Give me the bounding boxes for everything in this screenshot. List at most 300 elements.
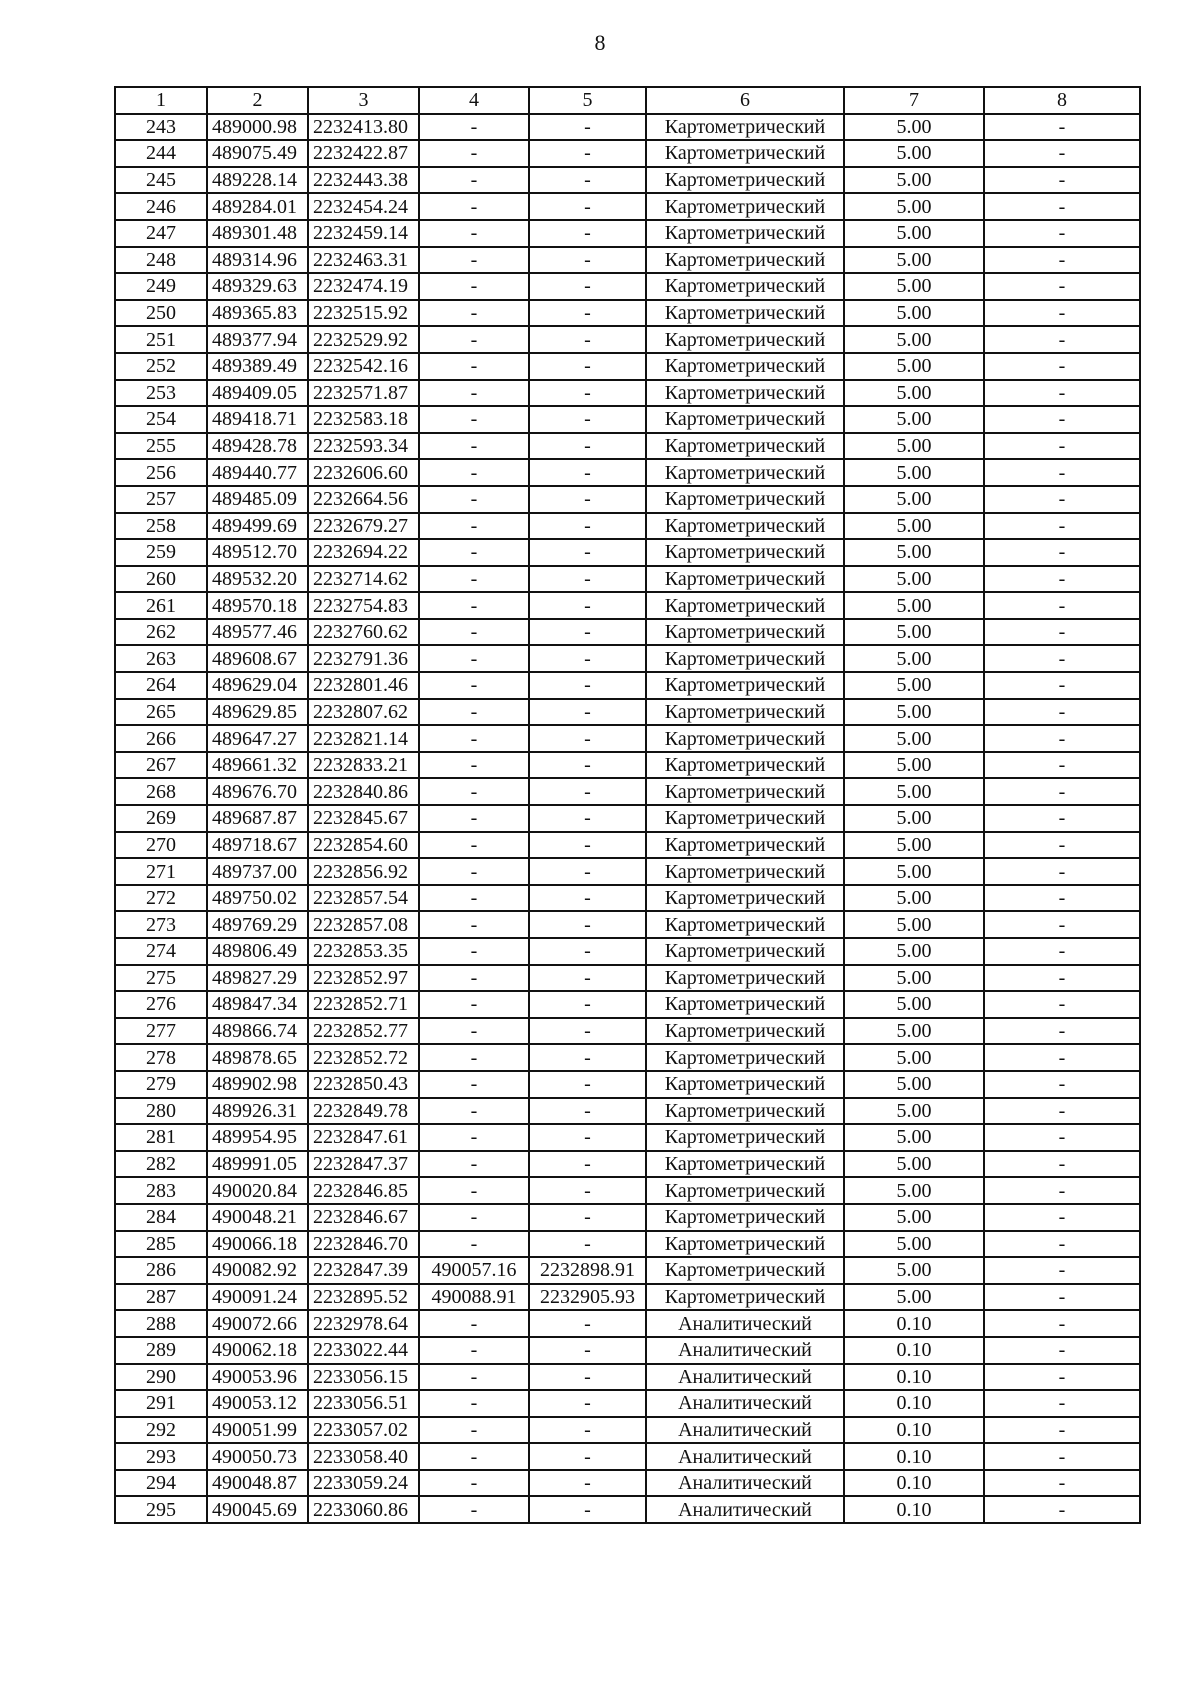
y-prev-cell: - [529, 167, 646, 194]
y-prev-cell: - [529, 1124, 646, 1151]
point-number-cell: 284 [115, 1204, 207, 1231]
y-prev-cell: 2232898.91 [529, 1257, 646, 1284]
x-prev-cell: - [419, 619, 529, 646]
note-cell: - [984, 247, 1140, 274]
y-coordinate-cell: 2232846.67 [308, 1204, 419, 1231]
table-row [115, 167, 1140, 194]
accuracy-cell: 5.00 [844, 885, 984, 912]
y-coordinate-cell: 2232791.36 [308, 645, 419, 672]
method-cell: Аналитический [646, 1364, 844, 1391]
accuracy-cell: 5.00 [844, 991, 984, 1018]
accuracy-cell: 5.00 [844, 1044, 984, 1071]
point-number-cell: 277 [115, 1018, 207, 1045]
y-coordinate-cell: 2232849.78 [308, 1098, 419, 1125]
y-coordinate-cell: 2232856.92 [308, 858, 419, 885]
method-cell: Аналитический [646, 1443, 844, 1470]
y-prev-cell: - [529, 1390, 646, 1417]
table-row [115, 1364, 1140, 1391]
x-coordinate-cell: 490091.24 [207, 1284, 308, 1311]
x-prev-cell: - [419, 220, 529, 247]
method-cell: Картометрический [646, 938, 844, 965]
x-coordinate-cell: 489301.48 [207, 220, 308, 247]
y-prev-cell: - [529, 1071, 646, 1098]
y-prev-cell: - [529, 433, 646, 460]
point-number-cell: 246 [115, 193, 207, 220]
point-number-cell: 283 [115, 1177, 207, 1204]
y-prev-cell: - [529, 805, 646, 832]
method-cell: Картометрический [646, 1204, 844, 1231]
x-coordinate-cell: 489878.65 [207, 1044, 308, 1071]
method-cell: Аналитический [646, 1310, 844, 1337]
table-row [115, 965, 1140, 992]
table-row [115, 273, 1140, 300]
accuracy-cell: 5.00 [844, 1071, 984, 1098]
accuracy-cell: 0.10 [844, 1364, 984, 1391]
method-cell: Картометрический [646, 1284, 844, 1311]
point-number-cell: 264 [115, 672, 207, 699]
note-cell: - [984, 645, 1140, 672]
method-cell: Аналитический [646, 1496, 844, 1523]
y-coordinate-cell: 2232571.87 [308, 380, 419, 407]
column-header: 7 [844, 87, 984, 114]
method-cell: Картометрический [646, 114, 844, 141]
x-prev-cell: - [419, 1390, 529, 1417]
method-cell: Аналитический [646, 1337, 844, 1364]
x-coordinate-cell: 490048.21 [207, 1204, 308, 1231]
x-prev-cell: - [419, 513, 529, 540]
column-header: 5 [529, 87, 646, 114]
note-cell: - [984, 1231, 1140, 1258]
accuracy-cell: 5.00 [844, 140, 984, 167]
accuracy-cell: 5.00 [844, 672, 984, 699]
y-coordinate-cell: 2232664.56 [308, 486, 419, 513]
point-number-cell: 256 [115, 459, 207, 486]
note-cell: - [984, 513, 1140, 540]
x-prev-cell: - [419, 832, 529, 859]
y-coordinate-cell: 2232807.62 [308, 699, 419, 726]
y-coordinate-cell: 2232679.27 [308, 513, 419, 540]
y-coordinate-cell: 2233057.02 [308, 1417, 419, 1444]
table-row [115, 513, 1140, 540]
accuracy-cell: 5.00 [844, 1204, 984, 1231]
x-coordinate-cell: 489000.98 [207, 114, 308, 141]
method-cell: Картометрический [646, 193, 844, 220]
note-cell: - [984, 1310, 1140, 1337]
point-number-cell: 278 [115, 1044, 207, 1071]
x-coordinate-cell: 490020.84 [207, 1177, 308, 1204]
table-row [115, 1124, 1140, 1151]
x-coordinate-cell: 489737.00 [207, 858, 308, 885]
table-row [115, 1310, 1140, 1337]
x-prev-cell: - [419, 1231, 529, 1258]
accuracy-cell: 5.00 [844, 1284, 984, 1311]
table-row [115, 1337, 1140, 1364]
x-coordinate-cell: 489512.70 [207, 539, 308, 566]
y-prev-cell: - [529, 1231, 646, 1258]
y-prev-cell: - [529, 247, 646, 274]
table-row [115, 1231, 1140, 1258]
x-prev-cell: - [419, 486, 529, 513]
point-number-cell: 273 [115, 911, 207, 938]
point-number-cell: 265 [115, 699, 207, 726]
method-cell: Картометрический [646, 326, 844, 353]
note-cell: - [984, 938, 1140, 965]
y-coordinate-cell: 2232852.97 [308, 965, 419, 992]
x-prev-cell: - [419, 1496, 529, 1523]
note-cell: - [984, 1124, 1140, 1151]
x-coordinate-cell: 489499.69 [207, 513, 308, 540]
x-coordinate-cell: 490053.96 [207, 1364, 308, 1391]
x-coordinate-cell: 489991.05 [207, 1151, 308, 1178]
table-row [115, 1151, 1140, 1178]
table-row [115, 619, 1140, 646]
x-coordinate-cell: 490072.66 [207, 1310, 308, 1337]
method-cell: Картометрический [646, 433, 844, 460]
y-coordinate-cell: 2232852.77 [308, 1018, 419, 1045]
x-prev-cell: - [419, 193, 529, 220]
x-coordinate-cell: 489228.14 [207, 167, 308, 194]
method-cell: Картометрический [646, 539, 844, 566]
note-cell: - [984, 1177, 1140, 1204]
y-coordinate-cell: 2232593.34 [308, 433, 419, 460]
accuracy-cell: 0.10 [844, 1390, 984, 1417]
note-cell: - [984, 140, 1140, 167]
table-row [115, 114, 1140, 141]
note-cell: - [984, 433, 1140, 460]
accuracy-cell: 5.00 [844, 699, 984, 726]
y-prev-cell: - [529, 459, 646, 486]
method-cell: Аналитический [646, 1417, 844, 1444]
accuracy-cell: 0.10 [844, 1470, 984, 1497]
note-cell: - [984, 326, 1140, 353]
table-row [115, 1098, 1140, 1125]
x-prev-cell: - [419, 566, 529, 593]
x-prev-cell: - [419, 645, 529, 672]
x-prev-cell: - [419, 1098, 529, 1125]
x-coordinate-cell: 489676.70 [207, 778, 308, 805]
y-prev-cell: - [529, 1337, 646, 1364]
note-cell: - [984, 1044, 1140, 1071]
x-coordinate-cell: 489750.02 [207, 885, 308, 912]
point-number-cell: 251 [115, 326, 207, 353]
point-number-cell: 255 [115, 433, 207, 460]
note-cell: - [984, 725, 1140, 752]
point-number-cell: 250 [115, 300, 207, 327]
column-header: 4 [419, 87, 529, 114]
point-number-cell: 260 [115, 566, 207, 593]
x-coordinate-cell: 490082.92 [207, 1257, 308, 1284]
y-prev-cell: - [529, 513, 646, 540]
table-row [115, 539, 1140, 566]
x-prev-cell: - [419, 1417, 529, 1444]
y-prev-cell: - [529, 885, 646, 912]
x-coordinate-cell: 489389.49 [207, 353, 308, 380]
point-number-cell: 261 [115, 592, 207, 619]
y-coordinate-cell: 2233059.24 [308, 1470, 419, 1497]
note-cell: - [984, 832, 1140, 859]
x-coordinate-cell: 489570.18 [207, 592, 308, 619]
x-coordinate-cell: 489377.94 [207, 326, 308, 353]
x-coordinate-cell: 490062.18 [207, 1337, 308, 1364]
point-number-cell: 262 [115, 619, 207, 646]
x-prev-cell: - [419, 1151, 529, 1178]
table-row [115, 858, 1140, 885]
x-coordinate-cell: 489428.78 [207, 433, 308, 460]
x-prev-cell: - [419, 326, 529, 353]
x-coordinate-cell: 489418.71 [207, 406, 308, 433]
x-coordinate-cell: 489827.29 [207, 965, 308, 992]
note-cell: - [984, 1018, 1140, 1045]
column-header: 1 [115, 87, 207, 114]
method-cell: Картометрический [646, 1044, 844, 1071]
point-number-cell: 274 [115, 938, 207, 965]
method-cell: Картометрический [646, 1231, 844, 1258]
point-number-cell: 294 [115, 1470, 207, 1497]
y-coordinate-cell: 2232850.43 [308, 1071, 419, 1098]
accuracy-cell: 0.10 [844, 1417, 984, 1444]
y-prev-cell: - [529, 672, 646, 699]
x-prev-cell: - [419, 1044, 529, 1071]
note-cell: - [984, 805, 1140, 832]
x-coordinate-cell: 490045.69 [207, 1496, 308, 1523]
y-prev-cell: - [529, 1443, 646, 1470]
y-coordinate-cell: 2232754.83 [308, 592, 419, 619]
table-row [115, 1390, 1140, 1417]
x-coordinate-cell: 489329.63 [207, 273, 308, 300]
x-prev-cell: - [419, 911, 529, 938]
point-number-cell: 253 [115, 380, 207, 407]
accuracy-cell: 5.00 [844, 486, 984, 513]
x-prev-cell: - [419, 1470, 529, 1497]
method-cell: Картометрический [646, 672, 844, 699]
x-coordinate-cell: 489314.96 [207, 247, 308, 274]
page-number: 8 [594, 30, 606, 55]
note-cell: - [984, 752, 1140, 779]
point-number-cell: 287 [115, 1284, 207, 1311]
note-cell: - [984, 539, 1140, 566]
point-number-cell: 291 [115, 1390, 207, 1417]
y-coordinate-cell: 2233056.51 [308, 1390, 419, 1417]
accuracy-cell: 0.10 [844, 1310, 984, 1337]
y-prev-cell: - [529, 778, 646, 805]
x-coordinate-cell: 489647.27 [207, 725, 308, 752]
column-header: 3 [308, 87, 419, 114]
table-body [115, 114, 1140, 1523]
x-coordinate-cell: 489440.77 [207, 459, 308, 486]
y-coordinate-cell: 2233060.86 [308, 1496, 419, 1523]
point-number-cell: 281 [115, 1124, 207, 1151]
table-row [115, 1470, 1140, 1497]
table-row [115, 911, 1140, 938]
y-coordinate-cell: 2232463.31 [308, 247, 419, 274]
method-cell: Картометрический [646, 1018, 844, 1045]
table-row [115, 353, 1140, 380]
y-prev-cell: - [529, 140, 646, 167]
y-coordinate-cell: 2232821.14 [308, 725, 419, 752]
y-prev-cell: - [529, 911, 646, 938]
accuracy-cell: 0.10 [844, 1337, 984, 1364]
x-prev-cell: 490057.16 [419, 1257, 529, 1284]
table-row [115, 1204, 1140, 1231]
y-coordinate-cell: 2232857.08 [308, 911, 419, 938]
y-prev-cell: - [529, 965, 646, 992]
y-coordinate-cell: 2232760.62 [308, 619, 419, 646]
x-prev-cell: - [419, 965, 529, 992]
accuracy-cell: 5.00 [844, 167, 984, 194]
note-cell: - [984, 1364, 1140, 1391]
x-coordinate-cell: 489687.87 [207, 805, 308, 832]
table-row [115, 220, 1140, 247]
point-number-cell: 244 [115, 140, 207, 167]
y-prev-cell: - [529, 619, 646, 646]
table-row [115, 380, 1140, 407]
x-coordinate-cell: 490048.87 [207, 1470, 308, 1497]
method-cell: Картометрический [646, 1124, 844, 1151]
y-coordinate-cell: 2232840.86 [308, 778, 419, 805]
x-prev-cell: - [419, 459, 529, 486]
accuracy-cell: 5.00 [844, 1124, 984, 1151]
y-coordinate-cell: 2232895.52 [308, 1284, 419, 1311]
y-prev-cell: - [529, 645, 646, 672]
y-prev-cell: - [529, 539, 646, 566]
y-coordinate-cell: 2233022.44 [308, 1337, 419, 1364]
method-cell: Картометрический [646, 858, 844, 885]
table-row [115, 140, 1140, 167]
y-prev-cell: - [529, 858, 646, 885]
accuracy-cell: 5.00 [844, 406, 984, 433]
method-cell: Картометрический [646, 991, 844, 1018]
table-row [115, 433, 1140, 460]
table-row [115, 1443, 1140, 1470]
y-prev-cell: - [529, 353, 646, 380]
y-coordinate-cell: 2232857.54 [308, 885, 419, 912]
x-prev-cell: - [419, 725, 529, 752]
accuracy-cell: 5.00 [844, 353, 984, 380]
point-number-cell: 272 [115, 885, 207, 912]
y-coordinate-cell: 2232853.35 [308, 938, 419, 965]
y-coordinate-cell: 2232845.67 [308, 805, 419, 832]
x-prev-cell: - [419, 1364, 529, 1391]
y-prev-cell: - [529, 991, 646, 1018]
point-number-cell: 258 [115, 513, 207, 540]
point-number-cell: 293 [115, 1443, 207, 1470]
y-coordinate-cell: 2232847.39 [308, 1257, 419, 1284]
x-prev-cell: - [419, 380, 529, 407]
x-coordinate-cell: 489661.32 [207, 752, 308, 779]
point-number-cell: 263 [115, 645, 207, 672]
y-coordinate-cell: 2232474.19 [308, 273, 419, 300]
accuracy-cell: 5.00 [844, 805, 984, 832]
method-cell: Картометрический [646, 247, 844, 274]
note-cell: - [984, 1071, 1140, 1098]
x-prev-cell: - [419, 858, 529, 885]
method-cell: Картометрический [646, 1257, 844, 1284]
x-prev-cell: - [419, 672, 529, 699]
table-row [115, 486, 1140, 513]
accuracy-cell: 5.00 [844, 273, 984, 300]
method-cell: Картометрический [646, 140, 844, 167]
point-number-cell: 286 [115, 1257, 207, 1284]
accuracy-cell: 5.00 [844, 193, 984, 220]
table-row [115, 300, 1140, 327]
method-cell: Картометрический [646, 167, 844, 194]
note-cell: - [984, 1470, 1140, 1497]
table-row [115, 1177, 1140, 1204]
accuracy-cell: 5.00 [844, 965, 984, 992]
y-prev-cell: - [529, 380, 646, 407]
y-coordinate-cell: 2232714.62 [308, 566, 419, 593]
table-row [115, 752, 1140, 779]
x-coordinate-cell: 490053.12 [207, 1390, 308, 1417]
method-cell: Картометрический [646, 778, 844, 805]
x-coordinate-cell: 489608.67 [207, 645, 308, 672]
accuracy-cell: 5.00 [844, 513, 984, 540]
y-prev-cell: - [529, 1044, 646, 1071]
method-cell: Картометрический [646, 805, 844, 832]
method-cell: Картометрический [646, 459, 844, 486]
accuracy-cell: 5.00 [844, 566, 984, 593]
y-prev-cell: 2232905.93 [529, 1284, 646, 1311]
note-cell: - [984, 965, 1140, 992]
note-cell: - [984, 1390, 1140, 1417]
accuracy-cell: 5.00 [844, 539, 984, 566]
note-cell: - [984, 778, 1140, 805]
point-number-cell: 271 [115, 858, 207, 885]
point-number-cell: 279 [115, 1071, 207, 1098]
point-number-cell: 292 [115, 1417, 207, 1444]
y-prev-cell: - [529, 300, 646, 327]
accuracy-cell: 5.00 [844, 1018, 984, 1045]
y-coordinate-cell: 2232413.80 [308, 114, 419, 141]
y-coordinate-cell: 2232847.37 [308, 1151, 419, 1178]
note-cell: - [984, 406, 1140, 433]
x-prev-cell: - [419, 433, 529, 460]
x-coordinate-cell: 489926.31 [207, 1098, 308, 1125]
x-prev-cell: - [419, 938, 529, 965]
note-cell: - [984, 1496, 1140, 1523]
y-coordinate-cell: 2232978.64 [308, 1310, 419, 1337]
x-prev-cell: - [419, 805, 529, 832]
x-coordinate-cell: 489902.98 [207, 1071, 308, 1098]
note-cell: - [984, 1417, 1140, 1444]
table-row [115, 459, 1140, 486]
y-coordinate-cell: 2232454.24 [308, 193, 419, 220]
table-header-row [115, 87, 1140, 114]
y-prev-cell: - [529, 1470, 646, 1497]
point-number-cell: 249 [115, 273, 207, 300]
method-cell: Картометрический [646, 406, 844, 433]
y-coordinate-cell: 2232846.70 [308, 1231, 419, 1258]
table-row [115, 247, 1140, 274]
point-number-cell: 254 [115, 406, 207, 433]
note-cell: - [984, 1257, 1140, 1284]
x-prev-cell: - [419, 699, 529, 726]
note-cell: - [984, 885, 1140, 912]
method-cell: Картометрический [646, 965, 844, 992]
y-prev-cell: - [529, 1364, 646, 1391]
method-cell: Картометрический [646, 353, 844, 380]
table-row [115, 1417, 1140, 1444]
accuracy-cell: 5.00 [844, 220, 984, 247]
method-cell: Картометрический [646, 752, 844, 779]
accuracy-cell: 5.00 [844, 114, 984, 141]
y-coordinate-cell: 2232515.92 [308, 300, 419, 327]
point-number-cell: 268 [115, 778, 207, 805]
table-row [115, 672, 1140, 699]
method-cell: Картометрический [646, 1177, 844, 1204]
y-coordinate-cell: 2232847.61 [308, 1124, 419, 1151]
note-cell: - [984, 566, 1140, 593]
